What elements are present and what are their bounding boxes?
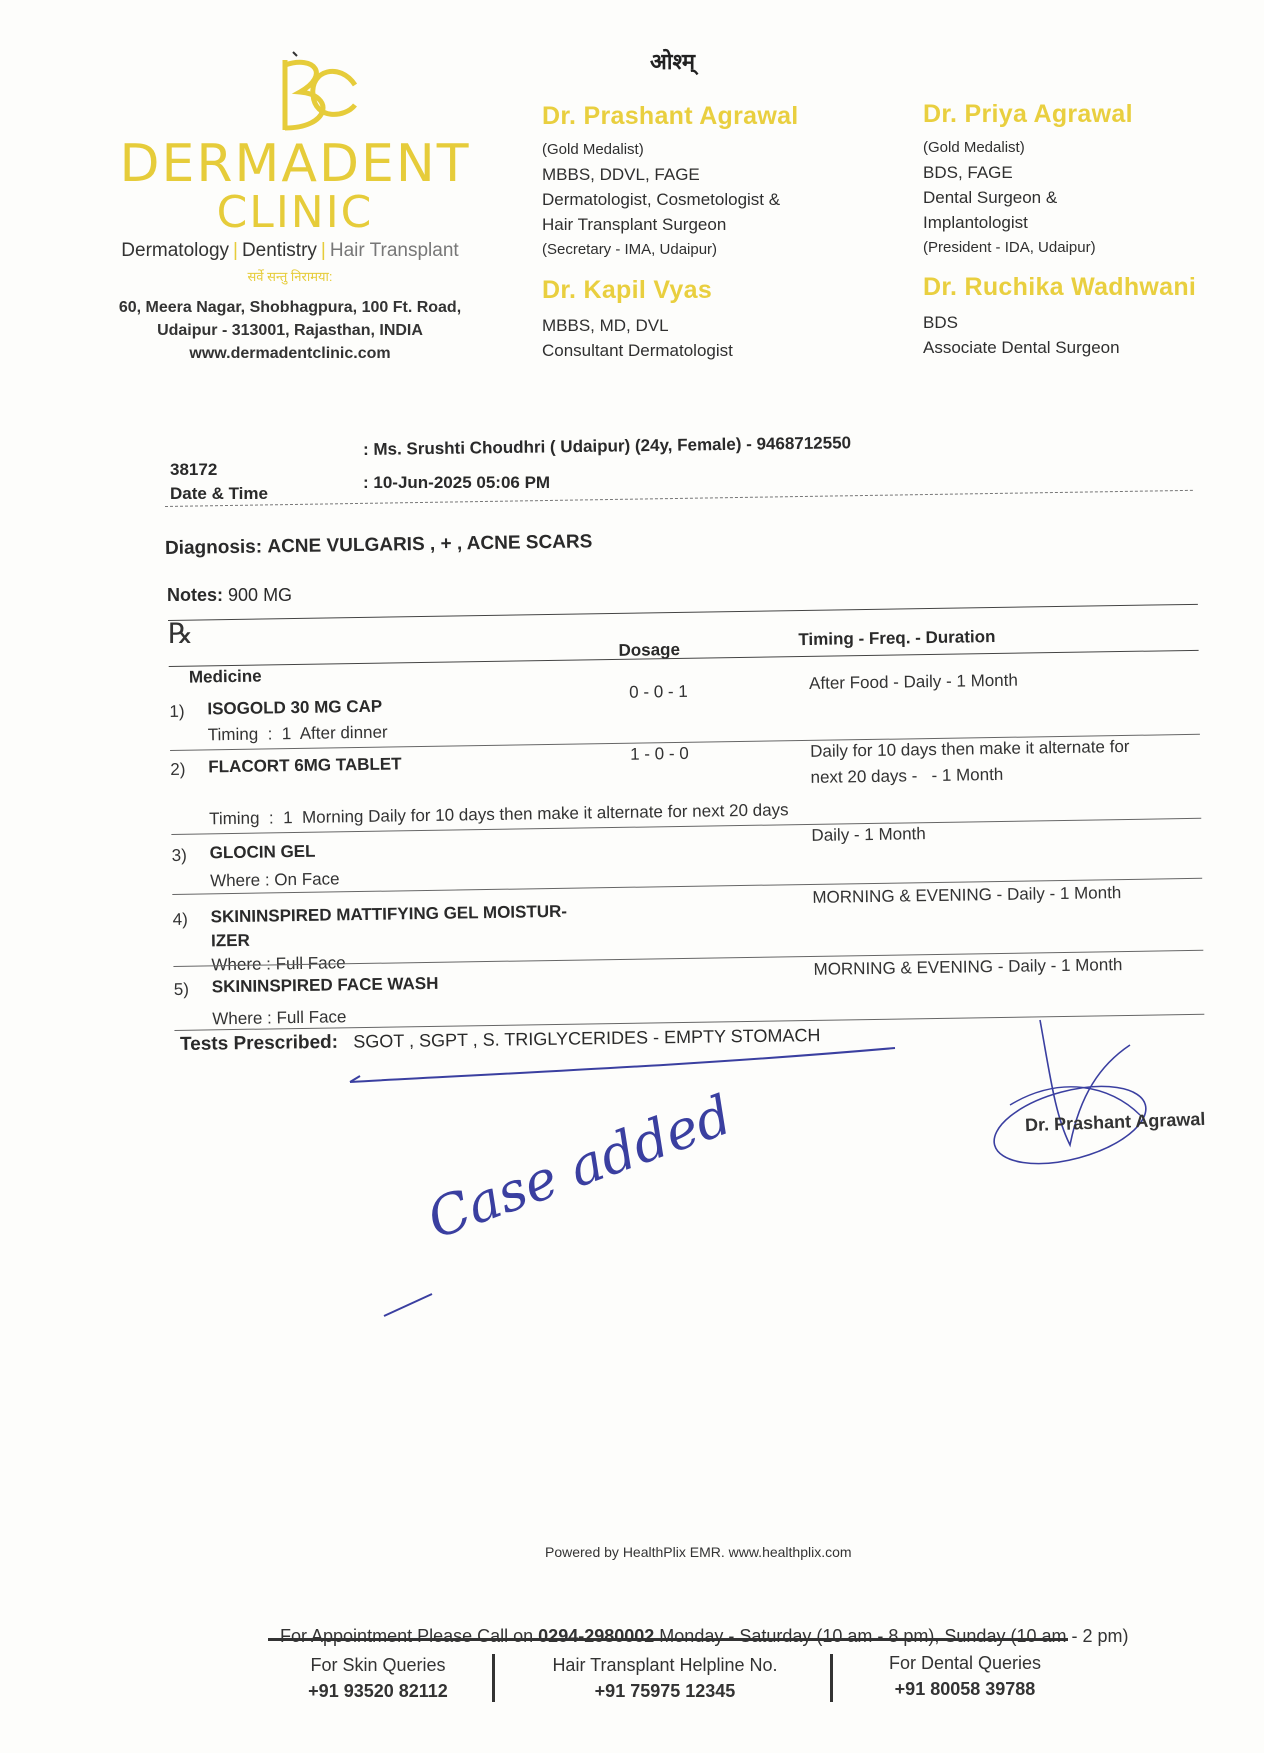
- patient-name-value: : Ms. Srushti Choudhri ( Udaipur) (24y, Female) - 9468712550: [362, 433, 852, 459]
- contact-number[interactable]: +91 75975 12345: [594, 1681, 736, 1701]
- medicine-timing: Daily for 10 days then make it alternate for: [809, 736, 1130, 761]
- medicine-instruction: Where : Full Face: [211, 953, 346, 975]
- medicine-name: SKININSPIRED MATTIFYING GEL MOISTUR-: [210, 901, 568, 927]
- doctor-priya: [923, 100, 1253, 260]
- clinic-address: [100, 296, 480, 365]
- header-timing: Timing - Freq. - Duration: [798, 627, 996, 650]
- doctor-line: (Gold Medalist): [542, 141, 644, 158]
- bc-monogram-icon: [255, 50, 365, 135]
- medicine-timing: After Food - Daily - 1 Month: [808, 670, 1019, 693]
- medicine-timing: MORNING & EVENING - Daily - 1 Month: [813, 955, 1123, 979]
- tests-value: SGOT , SGPT , S. TRIGLYCERIDES - EMPTY STOMACH: [353, 1025, 821, 1052]
- diagnosis-label: Diagnosis:: [164, 536, 263, 559]
- medicine-dosage: 1 - 0 - 0: [630, 743, 689, 764]
- doctor-line: MBBS, DDVL, FAGE: [542, 165, 700, 184]
- doctor-name: Dr. Priya Agrawal: [923, 100, 1133, 128]
- services-line: Dermatology | Dentistry | Hair Transplant: [121, 240, 459, 261]
- medicine-name-cont: IZER: [210, 930, 250, 951]
- table-row: [169, 670, 1200, 745]
- contact-label: Hair Transplant Helpline No.: [552, 1655, 778, 1675]
- service-dentistry: Dentistry: [241, 240, 317, 261]
- doctor-line: Hair Transplant Surgeon: [542, 215, 727, 234]
- patient-id: 38172: [170, 460, 218, 479]
- doctor-name: Dr. Kapil Vyas: [542, 276, 713, 304]
- medicine-instruction: Where : Full Face: [212, 1007, 347, 1029]
- contact-dental: [860, 1650, 1070, 1702]
- medicine-name: GLOCIN GEL: [209, 841, 316, 863]
- doctor-prashant: [542, 102, 882, 262]
- contact-hair: [520, 1652, 810, 1704]
- signature-name: Dr. Prashant Agrawal: [1024, 1108, 1206, 1136]
- ink-underline: [340, 1040, 900, 1090]
- header-dosage: Dosage: [618, 639, 681, 660]
- medicine-name: FLACORT 6MG TABLET: [208, 754, 402, 777]
- rx-symbol: ℞: [168, 618, 194, 649]
- address-line-2: Udaipur - 313001, Rajasthan, INDIA: [157, 322, 423, 339]
- contact-skin: [268, 1652, 488, 1704]
- om-symbol: ओश्म्: [650, 49, 696, 74]
- signature-scribble: [990, 1015, 1150, 1175]
- row-number: 3): [171, 845, 187, 865]
- medicine-name: SKININSPIRED FACE WASH: [211, 973, 439, 997]
- notes: [167, 585, 292, 606]
- notes-value: 900 MG: [228, 585, 293, 605]
- diagnosis: [165, 531, 593, 560]
- doctor-name: Dr. Prashant Agrawal: [542, 102, 799, 130]
- medicine-timing-cont: next 20 days - - 1 Month: [810, 764, 1004, 787]
- table-row: [170, 736, 1201, 829]
- medicine-instruction: Where : On Face: [209, 869, 340, 891]
- contact-label: For Dental Queries: [888, 1653, 1042, 1673]
- doctor-line: Dental Surgeon &: [923, 188, 1058, 207]
- contact-number[interactable]: +91 80058 39788: [894, 1679, 1036, 1699]
- medicine-instruction: Timing : 1 Morning Daily for 10 days then make it alternate for next 20 days: [208, 800, 789, 829]
- appointment-prefix: For Appointment Please Call on: [280, 1626, 539, 1646]
- appointment-hours: Monday - Saturday (10 am - 8 pm), Sunday (10 am - 2 pm): [654, 1626, 1129, 1646]
- handwritten-note: Case added: [419, 1083, 740, 1252]
- doctor-line: BDS: [923, 313, 958, 332]
- ink-dash: [380, 1290, 440, 1320]
- diagnosis-value: ACNE VULGARIS , + , ACNE SCARS: [267, 531, 593, 558]
- date-time-value: : 10-Jun-2025 05:06 PM: [363, 473, 551, 492]
- row-number: 1): [169, 701, 185, 721]
- row-number: 2): [170, 759, 186, 779]
- tests-label: Tests Prescribed:: [179, 1031, 339, 1055]
- contact-label: For Skin Queries: [310, 1655, 446, 1675]
- clinic-website[interactable]: www.dermadentclinic.com: [189, 345, 391, 362]
- doctor-line: Consultant Dermatologist: [542, 341, 733, 360]
- medicine-instruction: Timing : 1 After dinner: [207, 722, 388, 745]
- service-hair-transplant: Hair Transplant: [329, 240, 459, 261]
- doctor-ruchika: [923, 273, 1253, 360]
- notes-label: Notes:: [167, 585, 224, 605]
- contact-number[interactable]: +91 93520 82112: [308, 1681, 448, 1701]
- medicine-dosage: 0 - 0 - 1: [629, 681, 688, 702]
- clinic-logo: [115, 50, 475, 240]
- powered-by: Powered by HealthPlix EMR. www.healthplix.com: [545, 1544, 852, 1560]
- address-line-1: 60, Meera Nagar, Shobhagpura, 100 Ft. Road,: [118, 299, 462, 316]
- doctor-line: Dermatologist, Cosmetologist &: [542, 190, 781, 209]
- doctor-line: (Gold Medalist): [923, 139, 1025, 156]
- service-dermatology: Dermatology: [121, 240, 230, 261]
- clinic-name-line1: DERMADENT: [119, 134, 471, 194]
- appointment-phone[interactable]: 0294-2980002: [538, 1626, 655, 1646]
- doctor-line: Implantologist: [923, 213, 1028, 232]
- footer-separator: [492, 1654, 495, 1702]
- prescription-table: [168, 604, 1204, 1030]
- footer-separator: [830, 1654, 833, 1702]
- medicine-name: ISOGOLD 30 MG CAP: [207, 696, 383, 719]
- doctor-line: MBBS, MD, DVL: [542, 316, 669, 335]
- clinic-name-line2: CLINIC: [216, 187, 374, 238]
- footer-divider: [268, 1638, 1068, 1641]
- medicine-timing: MORNING & EVENING - Daily - 1 Month: [812, 883, 1122, 907]
- doctor-line: BDS, FAGE: [923, 163, 1013, 182]
- patient-divider: [165, 490, 1193, 507]
- medicine-timing: Daily - 1 Month: [811, 824, 926, 845]
- date-time-label: Date & Time: [170, 484, 268, 503]
- doctor-name: Dr. Ruchika Wadhwani: [923, 273, 1197, 301]
- row-number: 5): [173, 979, 190, 999]
- doctor-line: (President - IDA, Udaipur): [923, 239, 1096, 256]
- header-medicine: Medicine: [188, 666, 262, 687]
- row-number: 4): [172, 909, 188, 929]
- doctor-line: (Secretary - IMA, Udaipur): [542, 241, 718, 258]
- doctor-line: Associate Dental Surgeon: [923, 338, 1120, 357]
- doctor-kapil: [542, 276, 882, 363]
- tagline-hindi: सर्वे सन्तु निरामया:: [247, 269, 333, 284]
